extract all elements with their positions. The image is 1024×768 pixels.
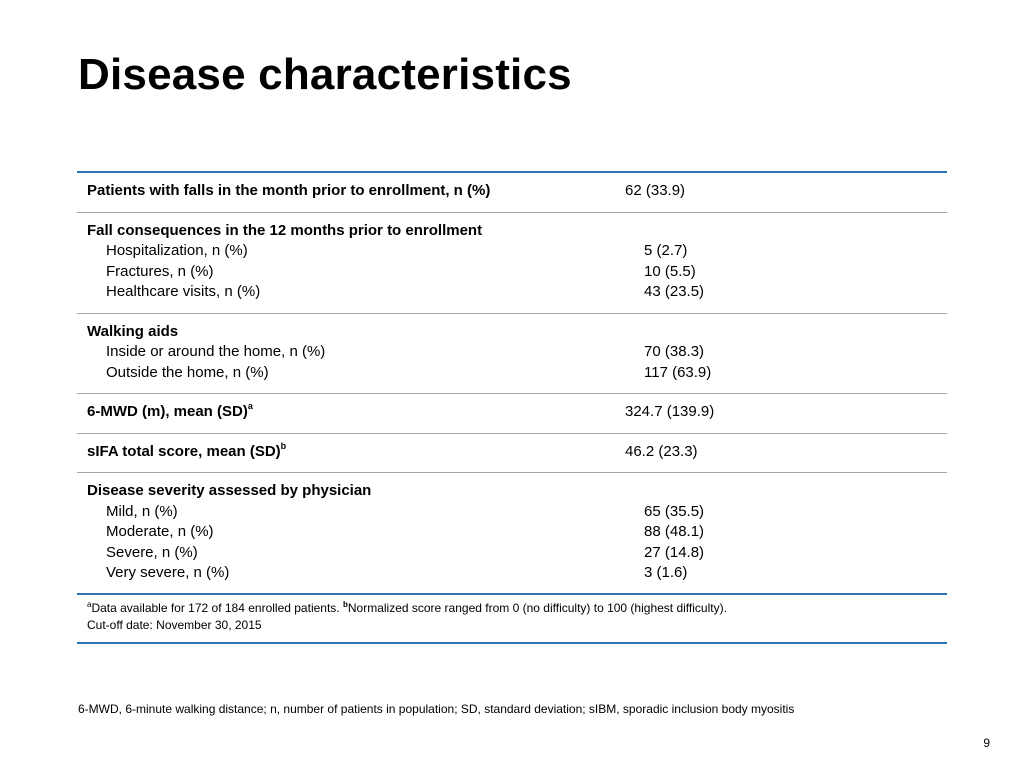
row-label: Patients with falls in the month prior to enrollment, n (%): [87, 182, 491, 199]
abbreviations-note: 6-MWD, 6-minute walking distance; n, number of patients in population; SD, standard deviation; sIBM, sporadic inclusion body myositis: [78, 702, 795, 716]
footnote-mark-a: a: [247, 401, 253, 411]
row-label: Very severe, n (%): [106, 564, 230, 581]
row-label: Hospitalization, n (%): [106, 242, 248, 259]
row-label: Severe, n (%): [106, 543, 198, 561]
row-label-text: 6-MWD (m), mean (SD): [87, 403, 248, 420]
table-row: [77, 363, 947, 384]
footnote-line: [87, 600, 947, 617]
table-row: [77, 322, 947, 343]
section-header: Disease severity assessed by physician: [87, 482, 372, 499]
row-label: Moderate, n (%): [106, 523, 214, 540]
table-row: [77, 522, 947, 543]
table-row: [77, 342, 947, 363]
row-value: 46.2 (23.3): [625, 442, 698, 460]
row-value: 3 (1.6): [644, 564, 688, 581]
table-section-severity: [77, 473, 947, 594]
row-value: 88 (48.1): [644, 523, 705, 540]
row-label: Fractures, n (%): [106, 262, 214, 280]
row-value: 5 (2.7): [644, 242, 688, 259]
footnote-mark-b: b: [280, 440, 287, 451]
row-value: 27 (14.8): [644, 543, 705, 561]
table-row: [77, 221, 947, 242]
row-label: Inside or around the home, n (%): [106, 343, 326, 360]
footnote-mark-b: b: [342, 599, 348, 609]
page-title: Disease characteristics: [78, 50, 572, 99]
table-section-6mwd: [77, 394, 947, 434]
row-value: 324.7 (139.9): [625, 403, 715, 420]
footnote-a-text: Data available for 172 of 184 enrolled patients.: [91, 600, 343, 615]
table-row: [77, 181, 947, 202]
row-value: 70 (38.3): [644, 343, 705, 360]
page-number: 9: [983, 736, 990, 750]
row-value: 10 (5.5): [644, 262, 696, 280]
footnote-b-text: Normalized score ranged from 0 (no difficulty) to 100 (highest difficulty).: [347, 600, 727, 615]
table-section-falls: [77, 173, 947, 213]
row-value: 65 (35.5): [644, 502, 705, 520]
section-header: Walking aids: [87, 322, 179, 340]
table-row: [77, 241, 947, 262]
row-label: Healthcare visits, n (%): [106, 283, 261, 300]
row-label: Mild, n (%): [106, 502, 178, 520]
row-value: 43 (23.5): [644, 283, 705, 300]
table-row: [77, 402, 947, 423]
table-row: [77, 282, 947, 303]
table-section-walking-aids: [77, 314, 947, 395]
table-section-fall-consequences: [77, 213, 947, 314]
footnote-mark-a: a: [87, 599, 92, 609]
table-row: [77, 502, 947, 523]
table-section-sifa: [77, 434, 947, 474]
row-label: Outside the home, n (%): [106, 363, 269, 381]
row-value: 117 (63.9): [644, 363, 712, 381]
row-label-text: sIFA total score, mean (SD): [87, 442, 281, 460]
row-value: 62 (33.9): [625, 182, 686, 199]
table-footnotes: [77, 593, 947, 644]
table-row: [77, 543, 947, 564]
row-label: [77, 442, 625, 463]
cutoff-date: Cut-off date: November 30, 2015: [87, 617, 262, 632]
table-row: [77, 262, 947, 283]
section-header: Fall consequences in the 12 months prior to enrollment: [87, 221, 483, 239]
table-row: [77, 442, 947, 463]
characteristics-table: [77, 171, 947, 644]
table-row: [77, 481, 947, 502]
table-row: [77, 563, 947, 584]
row-label: [77, 402, 625, 423]
